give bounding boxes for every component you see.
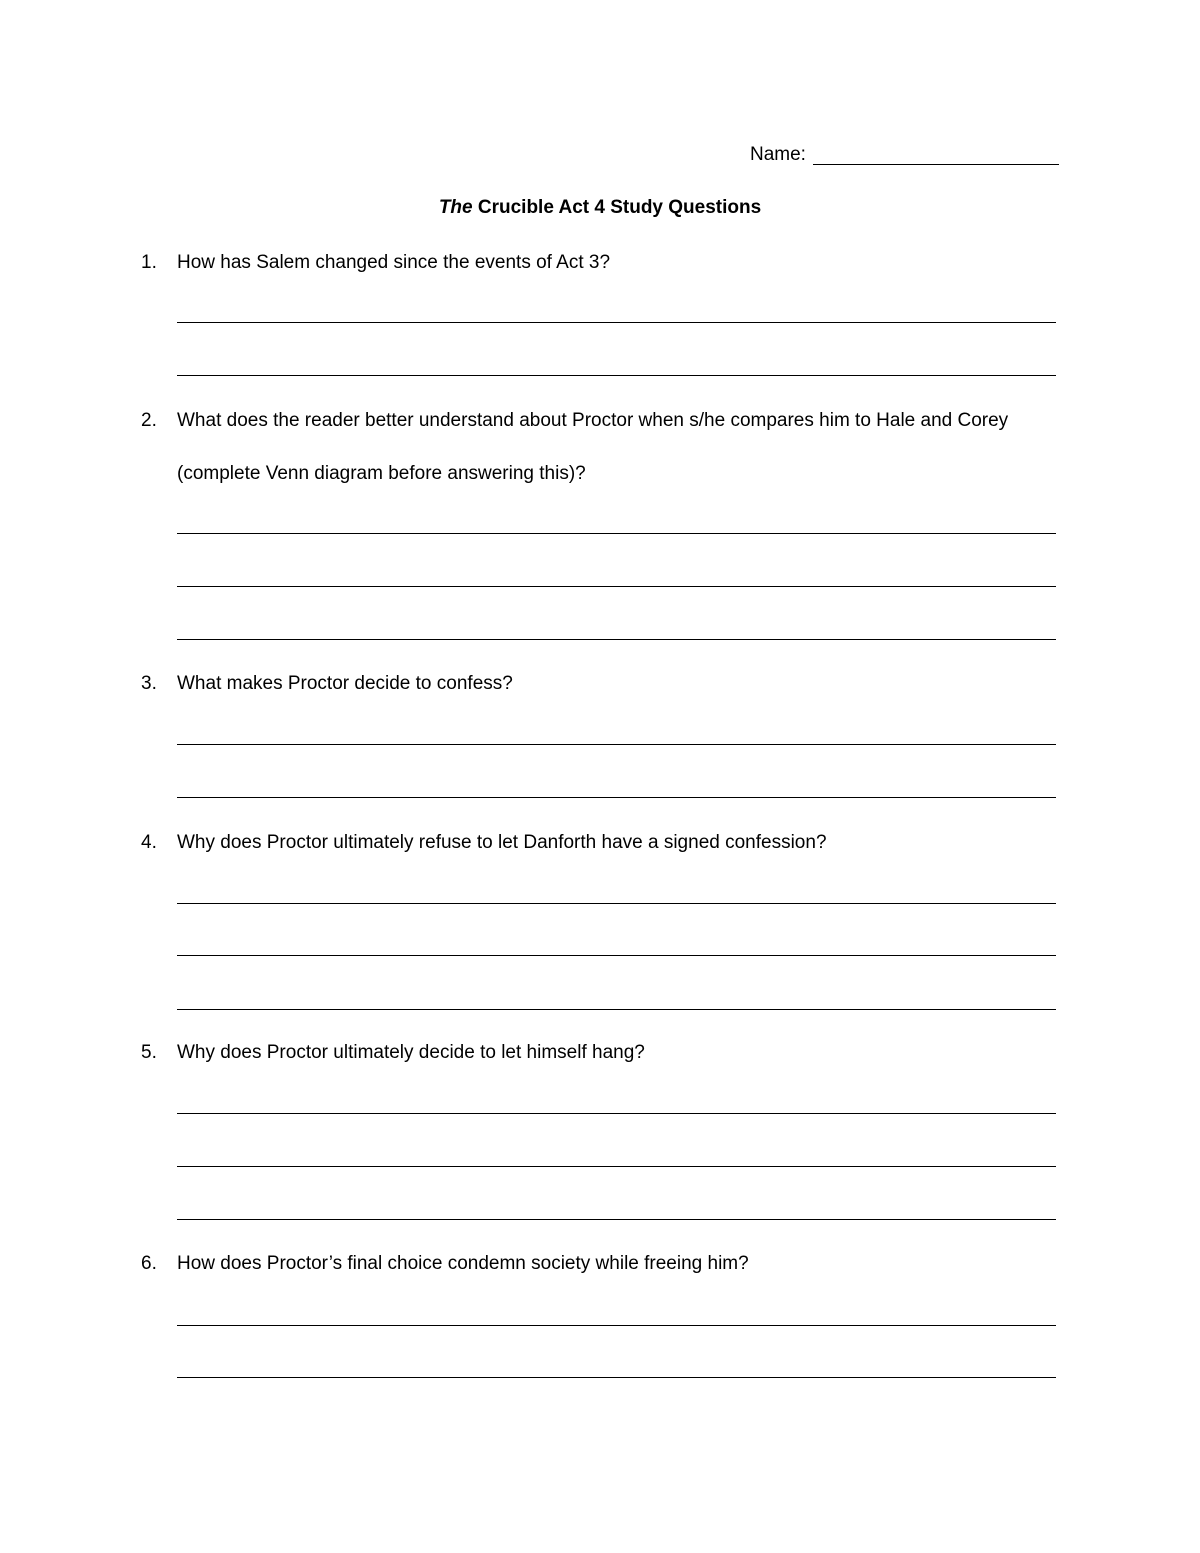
question-text: Why does Proctor ultimately refuse to let Danforth have a signed confession? [177,832,827,853]
name-label: Name: [750,144,806,165]
question-number: 1. [141,252,157,273]
page-title [0,195,1200,221]
title-italic: The [438,197,473,218]
answer-line[interactable] [177,533,1056,534]
question-number: 2. [141,410,157,431]
question-text: Why does Proctor ultimately decide to let himself hang? [177,1042,645,1063]
answer-line[interactable] [177,375,1056,376]
name-blank-line[interactable] [813,164,1059,165]
answer-line[interactable] [177,1325,1056,1326]
question-number: 4. [141,832,157,853]
question-text: How has Salem changed since the events of Act 3? [177,252,611,273]
question-text: What does the reader better understand about Proctor when s/he compares him to Hale and Corey [177,410,1009,431]
answer-line[interactable] [177,903,1056,904]
question-text: What makes Proctor decide to confess? [177,673,513,694]
answer-line[interactable] [177,797,1056,798]
answer-line[interactable] [177,1166,1056,1167]
question-number: 3. [141,673,157,694]
question-number: 5. [141,1042,157,1063]
answer-line[interactable] [177,322,1056,323]
answer-line[interactable] [177,586,1056,587]
answer-line[interactable] [177,955,1056,956]
question-text-continued: (complete Venn diagram before answering this)? [177,463,586,484]
answer-line[interactable] [177,1113,1056,1114]
title-rest: Crucible Act 4 Study Questions [477,197,762,218]
answer-line[interactable] [177,639,1056,640]
answer-line[interactable] [177,744,1056,745]
answer-line[interactable] [177,1009,1056,1010]
answer-line[interactable] [177,1219,1056,1220]
answer-line[interactable] [177,1377,1056,1378]
question-text: How does Proctor’s final choice condemn society while freeing him? [177,1253,749,1274]
question-number: 6. [141,1253,157,1274]
